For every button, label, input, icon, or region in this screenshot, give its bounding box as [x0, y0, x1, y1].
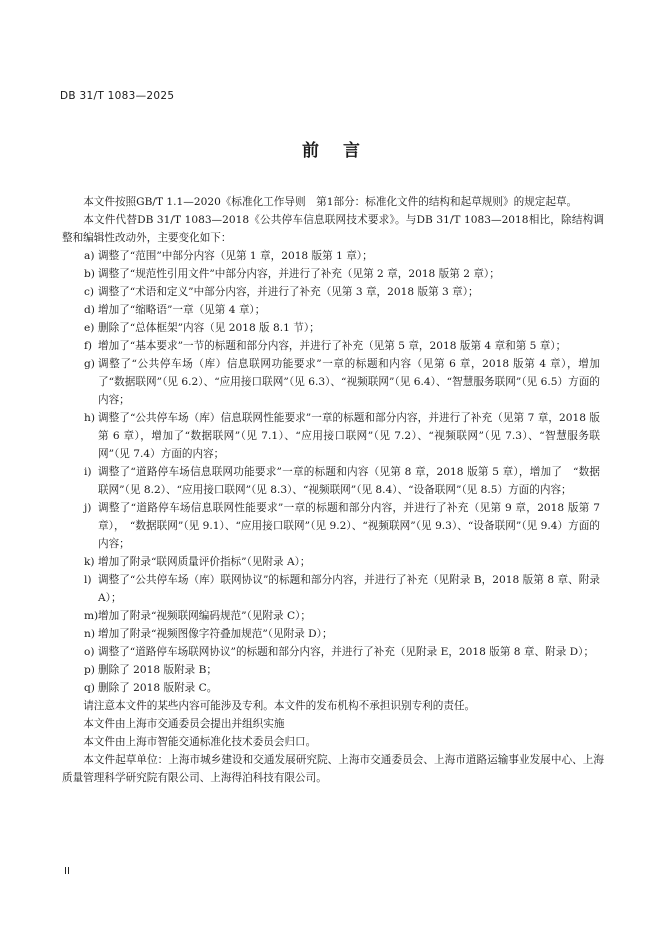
list-item-text: 删除了“总体框架”内容（见 2018 版 8.1 节）； [98, 322, 320, 334]
list-item-label: a) [84, 250, 95, 262]
list-item-label: d) [84, 304, 95, 316]
list-item-label: k) [84, 556, 95, 568]
list-item-text: 增加了“基本要求”一节的标题和部分内容，并进行了补充（见第 5 章，2018 版第 4 章和第 5 章）； [98, 340, 567, 352]
document-body [62, 193, 604, 787]
list-item-text: 调整了“道路停车场信息联网性能要求”一章的标题和部分内容，并进行了补充（见第 9 章，2018 版第 7 章）， “数据联网”（见 9.1）、“应用接口联网”（见 9.2）、“视频联网”（见 9.3）、“设备联网”（见 9.4）方面的内容； [98, 502, 600, 550]
list-item-text: 删除了 2018 版附录 B； [98, 664, 218, 676]
list-item [62, 571, 604, 607]
list-item-text: 删除了 2018 版附录 C。 [98, 682, 218, 694]
drafting-units-paragraph: 本文件起草单位：上海市城乡建设和交通发展研究院、上海市交通委员会、上海市道路运输事业发展中心、上海质量管理科学研究院有限公司、上海得泊科技有限公司。 [62, 754, 604, 784]
list-item-text: 增加了附录“视频图像字符叠加规范”（见附录 D）； [98, 628, 333, 640]
list-item-label: q) [84, 682, 95, 694]
list-item-label: n) [84, 628, 95, 640]
centralized-by-paragraph: 本文件由上海市智能交通标准化技术委员会归口。 [83, 736, 317, 748]
intro-paragraph: 本文件按照GB/T 1.1—2020《标准化工作导则 第1部分：标准化文件的结构和起草规则》的规定起草。 [83, 196, 578, 208]
list-item [62, 499, 604, 553]
list-item-text: 增加了附录“联网质量评价指标”（见附录 A）； [98, 556, 311, 568]
list-item [62, 625, 604, 643]
standard-number-header: DB 31/T 1083—2025 [60, 90, 175, 102]
list-item-label: g) [84, 358, 95, 370]
list-item [62, 247, 604, 265]
list-item [62, 301, 604, 319]
list-item-text: 调整了“道路停车场联网协议”的标题和部分内容，并进行了补充（见附录 E，2018 版第 8 章、附录 D）； [98, 646, 595, 658]
replaces-paragraph: 本文件代替DB 31/T 1083—2018《公共停车信息联网技术要求》。与DB 31/T 1083—2018相比，除结构调整和编辑性改动外，主要变化如下： [62, 214, 604, 244]
list-item-label: o) [84, 646, 95, 658]
list-item-text: 增加了附录“视频联网编码规范”（见附录 C）； [98, 610, 311, 622]
list-item-label: e) [84, 322, 95, 334]
list-item-label: b) [84, 268, 95, 280]
proposed-by-paragraph: 本文件由上海市交通委员会提出并组织实施 [83, 718, 285, 730]
list-item-label: l) [84, 574, 92, 586]
list-item [62, 661, 604, 679]
list-item [62, 463, 604, 499]
list-item-label: h) [84, 412, 95, 424]
list-item-text: 调整了“公共停车场（库）信息联网性能要求”一章的标题和部分内容，并进行了补充（见第 7 章，2018 版第 6 章），增加了“数据联网”（见 7.1）、“应用接口联网”（见 7.2）、“视频联网”（见 7.3）、“智慧服务联网”（见 7.4）方面的内容； [98, 412, 600, 460]
list-item-label: m) [84, 610, 99, 622]
list-item-text: 调整了“规范性引用文件”中部分内容，并进行了补充（见第 2 章，2018 版第 2 章）； [98, 268, 500, 280]
list-item-text: 调整了“公共停车场（库）信息联网功能要求”一章的标题和内容（见第 6 章，2018 版第 4 章），增加了“数据联网”（见 6.2）、“应用接口联网”（见 6.3）、“视频联网”（见 6.4）、“智慧服务联网”（见 6.5）方面的内容； [98, 358, 600, 406]
list-item [62, 679, 604, 697]
list-item [62, 409, 604, 463]
list-item [62, 553, 604, 571]
list-item [62, 607, 604, 625]
list-item-label: c) [84, 286, 95, 298]
list-item [62, 265, 604, 283]
list-item-label: p) [84, 664, 95, 676]
list-item-text: 调整了“道路停车场信息联网功能要求”一章的标题和内容（见第 8 章，2018 版第 5 章），增加了 “数据联网”（见 8.2）、“应用接口联网”（见 8.3）、“视频联网”（见 8.4）、“设备联网”（见 8.5）方面的内容； [98, 466, 600, 496]
list-item [62, 355, 604, 409]
list-item-text: 增加了“缩略语”一章（见第 4 章）； [98, 304, 266, 316]
list-item-label: i) [84, 466, 92, 478]
page-number: II [64, 866, 70, 877]
changes-list [62, 247, 604, 697]
list-item-text: 调整了“公共停车场（库）联网协议”的标题和部分内容，并进行了补充（见附录 B，2018 版第 8 章、附录 A）； [98, 574, 600, 604]
list-item-text: 调整了“术语和定义”中部分内容，并进行了补充（见第 3 章，2018 版第 3 章）； [98, 286, 479, 298]
list-item-label: f) [84, 340, 93, 352]
list-item [62, 337, 604, 355]
page-title: 前言 [302, 141, 384, 161]
list-item [62, 283, 604, 301]
list-item [62, 319, 604, 337]
list-item [62, 643, 604, 661]
patent-paragraph: 请注意本文件的某些内容可能涉及专利。本文件的发布机构不承担识别专利的责任。 [83, 700, 476, 712]
list-item-text: 调整了“范围”中部分内容（见第 1 章，2018 版第 1 章）； [98, 250, 373, 262]
list-item-label: j) [84, 502, 92, 514]
